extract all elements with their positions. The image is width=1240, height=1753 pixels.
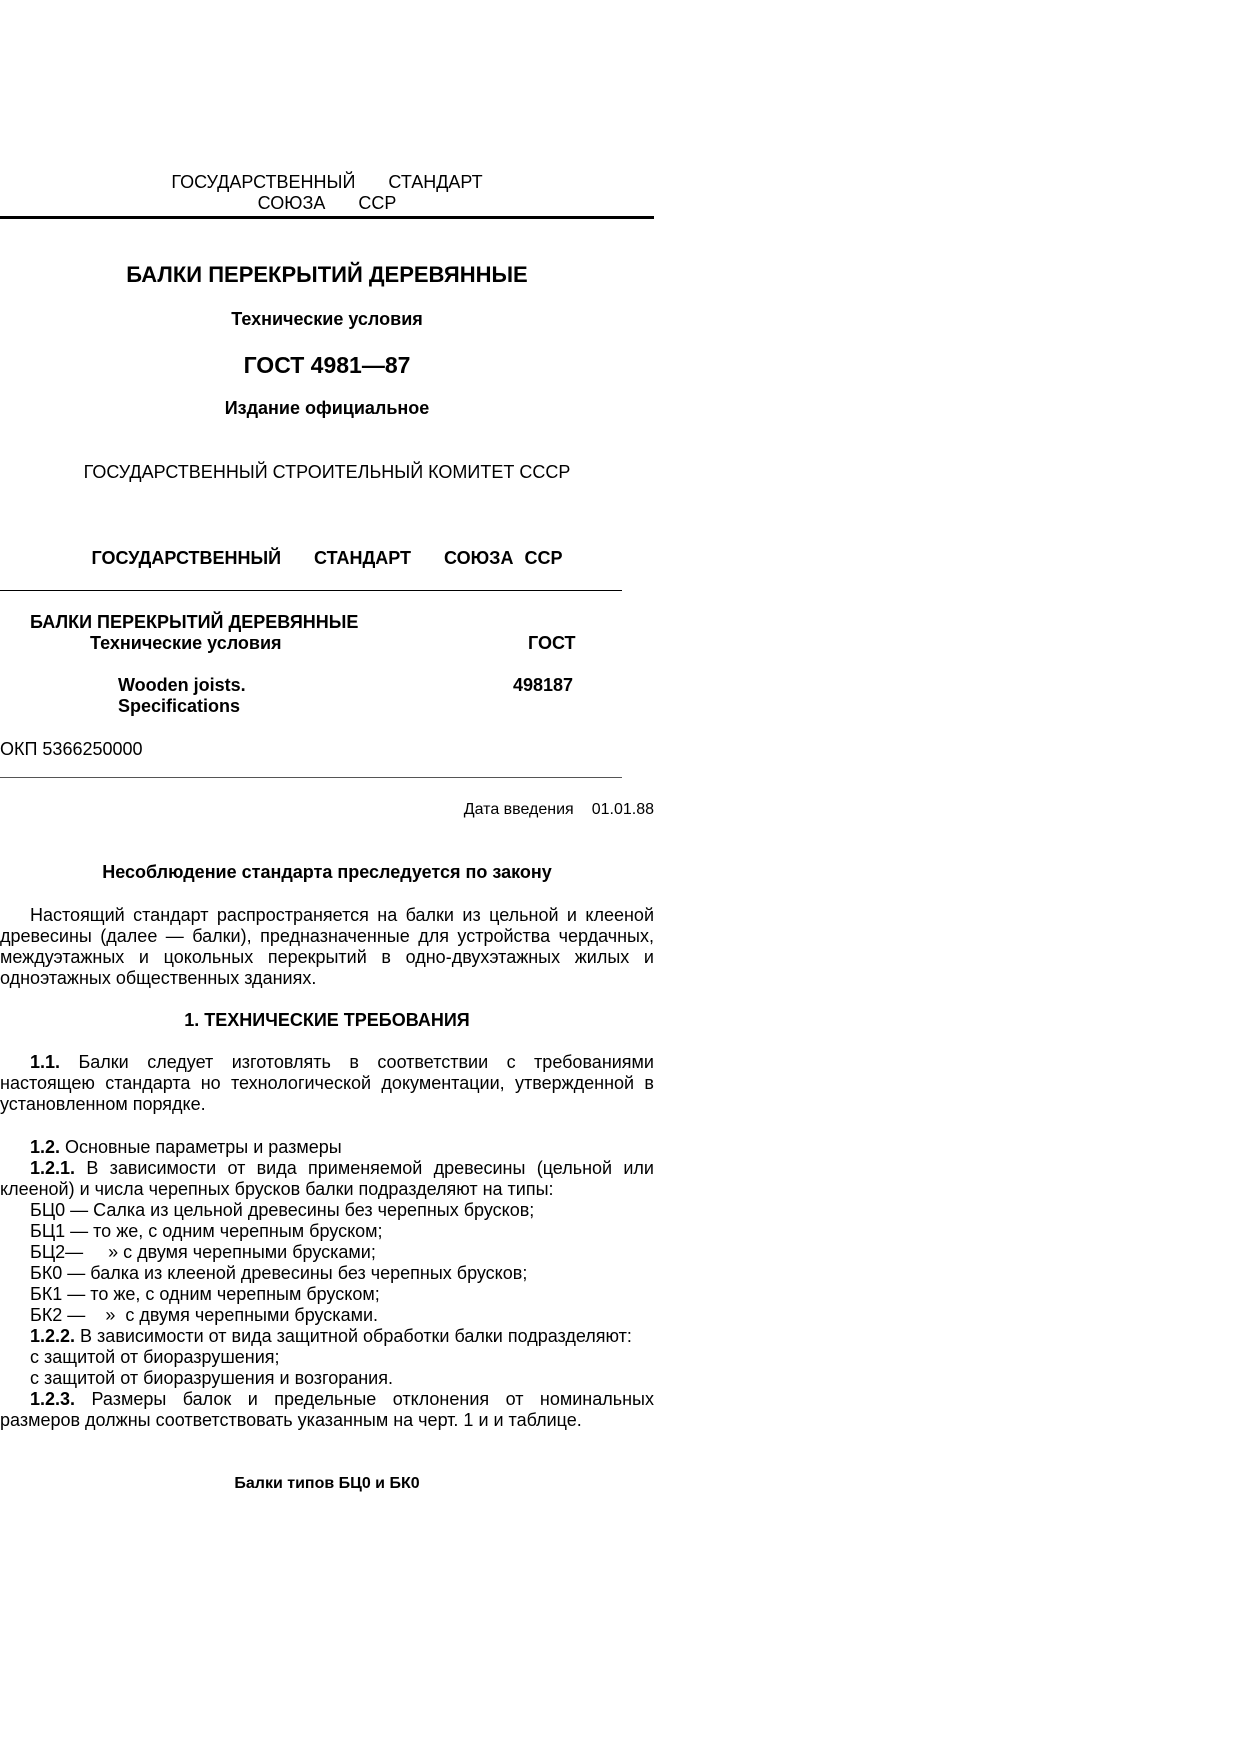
clause-1-2-text: Основные параметры и размеры bbox=[60, 1137, 342, 1157]
protection-item: с защитой от биоразрушения и возгорания. bbox=[30, 1368, 393, 1388]
standard-number: 498187 bbox=[513, 675, 574, 695]
type-item: БЦ0 — Салка из цельной древесины без черепных брусков; bbox=[30, 1200, 535, 1220]
clause-1-2-number: 1.2. bbox=[30, 1137, 61, 1157]
standard-subtitle: Технические условия bbox=[90, 633, 282, 653]
clause-1-2-3-number: 1.2.3. bbox=[30, 1389, 76, 1409]
clause-1-2-2 bbox=[0, 1326, 654, 1347]
clause-1-1-number: 1.1. bbox=[30, 1052, 61, 1072]
clause-1-2-3-text: Размеры балок и предельные отклонения от номинальных размеров должны соответствовать указанным на черт. 1 и и таблице. bbox=[0, 1389, 654, 1430]
type-item: БК0 — балка из клееной древесины без черепных брусков; bbox=[30, 1263, 528, 1283]
cover-header-line1: ГОСУДАРСТВЕННЫЙ СТАНДАРТ bbox=[171, 172, 483, 192]
clause-1-1-text: Балки следует изготовлять в соответствии с требованиями настоящею стандарта но технологической документации, утвержденной в установленном порядке. bbox=[0, 1052, 654, 1114]
cover-edition: Издание официальное bbox=[224, 398, 430, 418]
standard-gost-label: ГОСТ bbox=[528, 633, 576, 653]
introduction-date bbox=[0, 801, 654, 819]
clause-1-2 bbox=[0, 1137, 654, 1158]
standard-title: БАЛКИ ПЕРЕКРЫТИЙ ДЕРЕВЯННЫЕ bbox=[30, 612, 359, 632]
standard-english-title: Wooden joists. bbox=[118, 675, 246, 695]
protection-item: с защитой от биоразрушения; bbox=[30, 1347, 280, 1367]
standard-header: ГОСУДАРСТВЕННЫЙ СТАНДАРТ СОЮЗА ССР bbox=[91, 548, 563, 568]
date-label: Дата введения bbox=[463, 801, 574, 818]
okp-code: ОКП 5366250000 bbox=[0, 739, 143, 759]
cover-title: БАЛКИ ПЕРЕКРЫТИЙ ДЕРЕВЯННЫЕ bbox=[126, 262, 528, 287]
standard-divider-top bbox=[0, 590, 622, 591]
figure-title: Балки типов БЦ0 и БК0 bbox=[234, 1475, 420, 1492]
clause-1-2-1-text: В зависимости от вида применяемой древесины (цельной или клееной) и числа черепных брусков балки подразделяют на типы: bbox=[0, 1158, 654, 1199]
type-item: БК1 — то же, с одним черепным бруском; bbox=[30, 1284, 380, 1304]
type-item: БК2 — » с двумя черепными брусками. bbox=[30, 1305, 379, 1325]
type-item: БЦ1 — то же, с одним черепным бруском; bbox=[30, 1221, 383, 1241]
standard-english-subtitle: Specifications bbox=[118, 696, 241, 716]
clause-1-2-3 bbox=[0, 1389, 654, 1431]
clause-1-1 bbox=[0, 1052, 654, 1115]
date-value: 01.01.88 bbox=[591, 801, 654, 818]
clauses-1-2 bbox=[0, 1137, 654, 1431]
cover-header-line2: СОЮЗА ССР bbox=[257, 193, 397, 213]
standard-divider-bottom bbox=[0, 777, 622, 778]
cover-header bbox=[0, 172, 654, 214]
intro-paragraph: Настоящий стандарт распространяется на балки из цельной и клееной древесины (далее — балки), предназначенные для устройства чердачных, междуэтажных и цокольных перекрытий в одно-двухэтажных жилых и одноэтажных общественных зданиях. bbox=[0, 905, 654, 988]
cover-divider bbox=[0, 216, 654, 219]
law-notice: Несоблюдение стандарта преследуется по закону bbox=[102, 862, 552, 882]
cover-committee: ГОСУДАРСТВЕННЫЙ СТРОИТЕЛЬНЫЙ КОМИТЕТ СССР bbox=[83, 462, 571, 482]
type-item: БЦ2— » с двумя черепными брусками; bbox=[30, 1242, 376, 1262]
cover-gost-number: ГОСТ 4981—87 bbox=[243, 352, 411, 378]
section-1-title: 1. ТЕХНИЧЕСКИЕ ТРЕБОВАНИЯ bbox=[184, 1010, 470, 1030]
clause-1-2-1 bbox=[0, 1158, 654, 1200]
clause-1-2-1-number: 1.2.1. bbox=[30, 1158, 76, 1178]
clause-1-2-2-number: 1.2.2. bbox=[30, 1326, 76, 1346]
clause-1-2-2-text: В зависимости от вида защитной обработки балки подразделяют: bbox=[75, 1326, 632, 1346]
cover-subtitle: Технические условия bbox=[231, 309, 423, 329]
